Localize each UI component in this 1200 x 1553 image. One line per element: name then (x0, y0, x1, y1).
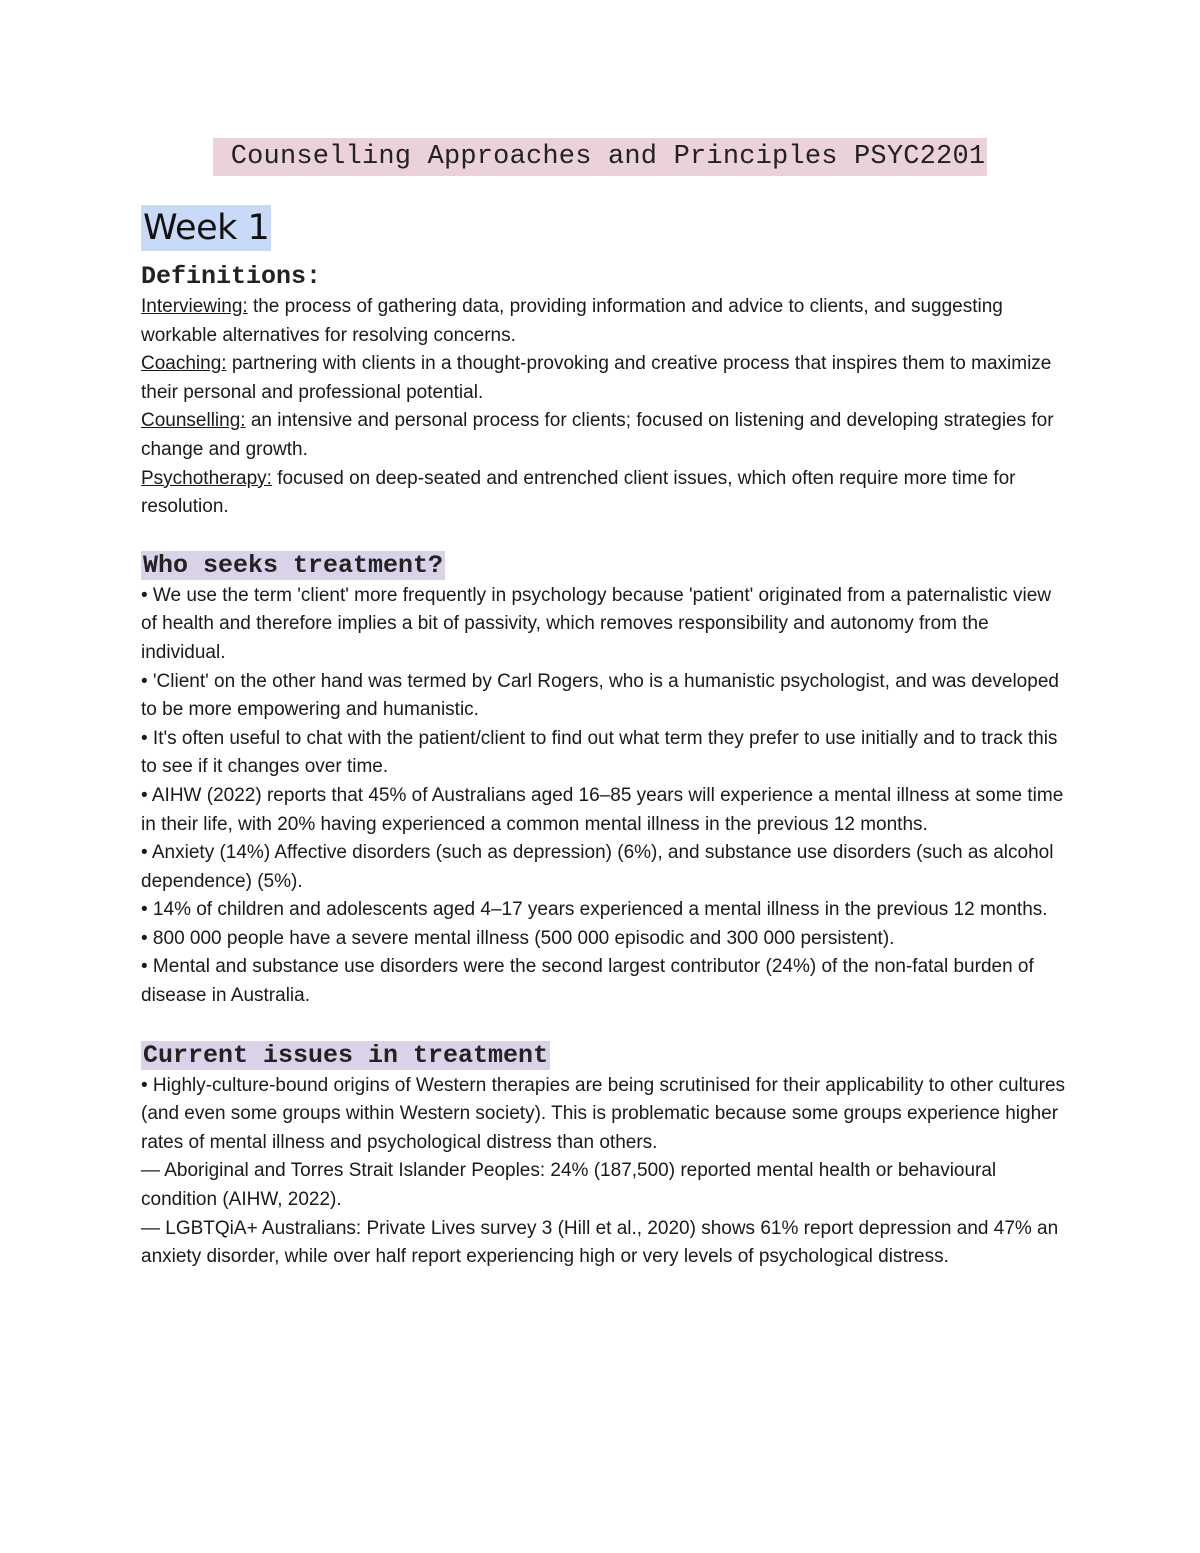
definitions-section (141, 261, 1066, 522)
bullet-item: — Aboriginal and Torres Strait Islander Peoples: 24% (187,500) reported mental health or behavioural condition (AIHW, 2022). (141, 1160, 997, 1211)
who-seeks-section (141, 550, 1066, 1011)
bullet-item: • 14% of children and adolescents aged 4–17 years experienced a mental illness in the previous 12 months. (141, 899, 1048, 921)
definition-item (141, 465, 1066, 522)
bullet-item: • 800 000 people have a severe mental illness (500 000 episodic and 300 000 persistent). (141, 927, 895, 949)
bullet-item: • AIHW (2022) reports that 45% of Australians aged 16–85 years will experience a mental illness at some time in their life, with 20% having experienced a common mental illness in the previous 12 months. (141, 784, 1064, 835)
definition-text: partnering with clients in a thought-provoking and creative process that inspires them to maximize their personal and professional potential. (141, 353, 1052, 403)
current-issues-section (141, 1040, 1066, 1272)
who-seeks-heading-text: Who seeks treatment? (143, 550, 444, 580)
definitions-heading (141, 261, 1066, 293)
bullet-item: — LGBTQiA+ Australians: Private Lives survey 3 (Hill et al., 2020) shows 61% report depression and 47% an anxiety disorder, while over half report experiencing high or very levels of psychological distress. (141, 1217, 1059, 1268)
definition-text: an intensive and personal process for clients; focused on listening and developing strategies for change and growth. (141, 410, 1054, 460)
definition-term: Interviewing: (141, 296, 248, 317)
definition-item (141, 350, 1066, 407)
current-issues-heading-text: Current issues in treatment (143, 1040, 549, 1070)
definition-item (141, 407, 1066, 464)
document-title: Counselling Approaches and Principles PSYC2201 (213, 138, 988, 176)
current-issues-heading (141, 1040, 1066, 1072)
bullet-item: • Mental and substance use disorders were the second largest contributor (24%) of the non-fatal burden of disease in Australia. (141, 956, 1034, 1007)
bullet-item: • Anxiety (14%) Affective disorders (such as depression) (6%), and substance use disorders (such as alcohol dependence) (5%). (141, 842, 1054, 892)
bullet-item: • 'Client' on the other hand was termed by Carl Rogers, who is a humanistic psychologist, and was developed to be more empowering and humanistic. (141, 670, 1059, 721)
definition-item (141, 293, 1066, 350)
definition-text: focused on deep-seated and entrenched client issues, which often require more time for resolution. (141, 467, 1016, 518)
definition-term: Coaching: (141, 353, 227, 375)
who-seeks-heading (141, 550, 1066, 582)
definition-term: Counselling: (141, 410, 246, 432)
bullet-item: • It's often useful to chat with the patient/client to find out what term they prefer to use initially and to track this to see if it changes over time. (141, 727, 1058, 778)
definition-term: Psychotherapy: (141, 467, 272, 489)
bullet-item: • We use the term 'client' more frequently in psychology because 'patient' originated from a paternalistic view of health and therefore implies a bit of passivity, which removes responsibility and autonomy from the individual. (141, 584, 1052, 663)
week-heading: Week 1 (141, 205, 271, 251)
document-body (141, 205, 1066, 1272)
bullet-item: • Highly-culture-bound origins of Western therapies are being scrutinised for their applicability to other cultures (and even some groups within Western society). This is problematic because some groups experience higher rates of mental illness and psychological distress than others. (141, 1074, 1066, 1153)
definition-text: the process of gathering data, providing information and advice to clients, and suggesting workable alternatives for resolving concerns. (141, 296, 1003, 346)
title-row (0, 138, 1200, 176)
definitions-heading-text: Definitions: (141, 262, 322, 291)
